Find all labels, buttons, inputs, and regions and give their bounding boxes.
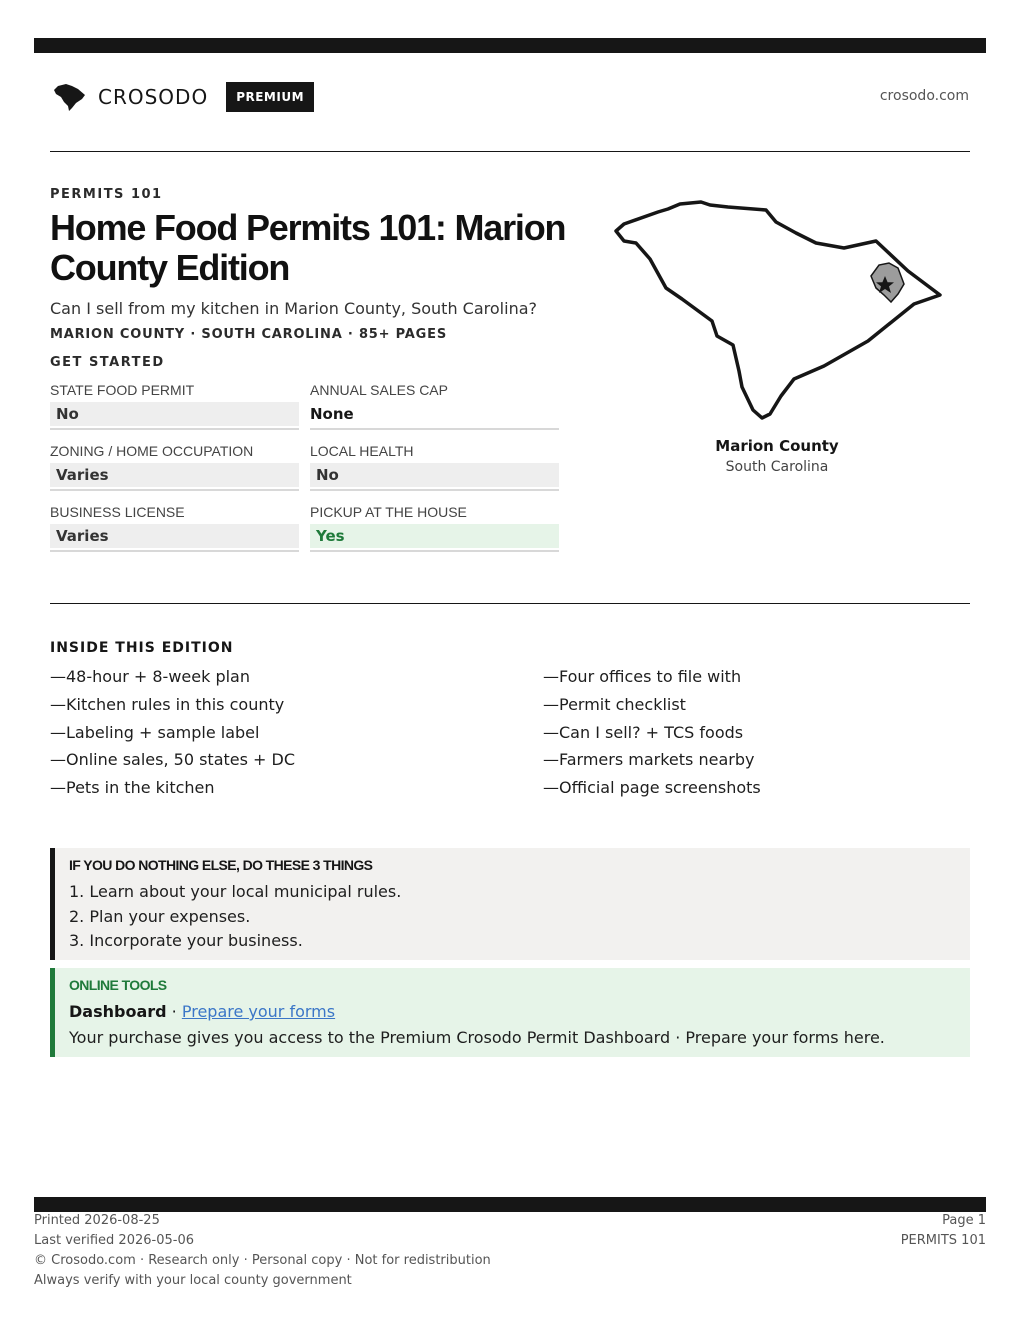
edition-meta: MARION COUNTY · SOUTH CAROLINA · 85+ PAGES: [50, 327, 447, 342]
tools-description: Your purchase gives you access to the Premium Crosodo Permit Dashboard · Prepare your forms here.: [69, 1028, 885, 1047]
fact-state-food-permit: [50, 382, 299, 430]
footer-section-name: PERMITS 101: [900, 1233, 986, 1248]
list-item: —Four offices to file with: [543, 667, 742, 686]
list-item: 2. Plan your expenses.: [69, 906, 251, 926]
premium-badge: PREMIUM: [226, 82, 314, 112]
copyright-notice: © Crosodo.com · Research only · Personal copy · Not for redistribution: [34, 1253, 491, 1268]
list-item: —48-hour + 8-week plan: [50, 667, 250, 686]
list-item: 3. Incorporate your business.: [69, 931, 303, 950]
fact-value: No: [310, 463, 559, 487]
page-subtitle: Can I sell from my kitchen in Marion County, South Carolina?: [50, 299, 537, 318]
tools-line: [69, 1002, 956, 1022]
fact-business-license: [50, 504, 299, 552]
fact-zoning: [50, 443, 299, 491]
list-item: —Can I sell? + TCS foods: [543, 722, 744, 742]
fact-label: PICKUP AT THE HOUSE: [310, 504, 467, 520]
list-item: —Labeling + sample label: [50, 722, 260, 742]
callout-title: IF YOU DO NOTHING ELSE, DO THESE 3 THINGS: [69, 857, 373, 873]
section-kicker: PERMITS 101: [50, 187, 163, 202]
state-outline: [616, 202, 940, 418]
printed-date: Printed 2026-08-25: [34, 1213, 160, 1228]
fact-value: Yes: [310, 524, 559, 548]
map-county-label: Marion County: [715, 437, 839, 455]
fact-annual-sales-cap: [310, 382, 559, 430]
online-tools-callout: [50, 968, 970, 1057]
verification-disclaimer: Always verify with your local county government: [34, 1273, 352, 1288]
separator: ·: [166, 1002, 182, 1021]
fact-value: None: [310, 405, 354, 423]
prepare-forms-link[interactable]: Prepare your forms: [181, 1002, 336, 1021]
page-number: Page 1: [942, 1213, 986, 1228]
state-map-logo-icon: [52, 82, 88, 112]
bottom-rule-bar: [34, 1197, 986, 1212]
brand-name: CROSODO: [98, 85, 209, 109]
list-item: —Permit checklist: [543, 694, 686, 714]
fact-pickup-at-house: [310, 504, 559, 552]
inside-list-left: [50, 666, 295, 805]
must-do-callout: [50, 848, 970, 960]
list-item: —Online sales, 50 states + DC: [50, 750, 296, 770]
fact-value: Varies: [50, 463, 299, 487]
callout-title: ONLINE TOOLS: [69, 977, 167, 993]
site-url[interactable]: crosodo.com: [879, 88, 969, 104]
brand-logo[interactable]: [52, 82, 314, 112]
fact-label: LOCAL HEALTH: [310, 443, 414, 459]
fact-label: STATE FOOD PERMIT: [50, 382, 195, 398]
inside-edition-heading: INSIDE THIS EDITION: [50, 640, 234, 656]
verified-date: Last verified 2026-05-06: [34, 1233, 194, 1248]
map-state-label: South Carolina: [725, 459, 829, 475]
fact-local-health: [310, 443, 559, 491]
fact-value: Varies: [50, 524, 299, 548]
header-divider: [50, 151, 970, 152]
list-item: —Pets in the kitchen: [50, 778, 215, 798]
list-item: —Farmers markets nearby: [543, 750, 755, 770]
quick-facts-grid: [50, 382, 559, 552]
section-divider: [50, 603, 970, 604]
fact-value: No: [50, 402, 299, 426]
list-item: —Kitchen rules in this county: [50, 694, 285, 714]
inside-list-right: [543, 666, 761, 805]
list-item: 1. Learn about your local municipal rules.: [69, 882, 402, 901]
fact-label: ANNUAL SALES CAP: [310, 382, 448, 398]
top-rule-bar: [34, 38, 986, 53]
south-carolina-map: [606, 196, 946, 426]
dashboard-label: Dashboard: [69, 1002, 167, 1021]
must-do-list: [69, 880, 956, 954]
footer-left: [34, 1211, 491, 1291]
list-item: —Official page screenshots: [543, 778, 761, 798]
page-title: Home Food Permits 101: Marion County Edition: [50, 207, 566, 288]
get-started-heading: GET STARTED: [50, 355, 165, 370]
fact-label: ZONING / HOME OCCUPATION: [50, 443, 254, 459]
footer-right: [901, 1211, 986, 1251]
fact-label: BUSINESS LICENSE: [50, 504, 185, 520]
